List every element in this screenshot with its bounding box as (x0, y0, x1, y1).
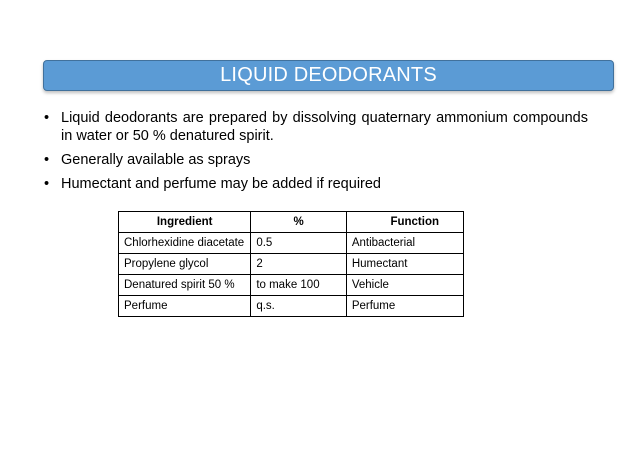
cell-function: Antibacterial (346, 233, 463, 254)
bullet-text: Liquid deodorants are prepared by dissolving quaternary ammonium compounds in water or 50 % denatured spirit. (61, 110, 588, 144)
bullet-dot-icon: • (44, 176, 50, 192)
table-row (119, 233, 464, 254)
ingredients-table (118, 211, 464, 317)
cell-percent: q.s. (251, 296, 347, 317)
cell-ingredient: Chlorhexidine diacetate (119, 233, 251, 254)
header-ingredient: Ingredient (119, 212, 251, 233)
title-banner (43, 60, 614, 91)
cell-ingredient: Propylene glycol (119, 254, 251, 275)
cell-function: Humectant (346, 254, 463, 275)
bullet-dot-icon: • (44, 110, 50, 126)
cell-percent: to make 100 (251, 275, 347, 296)
header-percent: % (251, 212, 347, 233)
table-row (119, 275, 464, 296)
bullet-text: Humectant and perfume may be added if required (61, 176, 381, 192)
cell-function: Perfume (346, 296, 463, 317)
cell-percent: 2 (251, 254, 347, 275)
slide-title: LIQUID DEODORANTS (220, 64, 437, 86)
cell-ingredient: Denatured spirit 50 % (119, 275, 251, 296)
bullet-dot-icon: • (44, 152, 50, 168)
cell-ingredient: Perfume (119, 296, 251, 317)
header-function: Function (346, 212, 463, 233)
bullet-item (44, 109, 588, 145)
table-header-row (119, 212, 464, 233)
table-row (119, 296, 464, 317)
bullet-list (44, 109, 588, 199)
bullet-item (44, 151, 588, 169)
bullet-text: Generally available as sprays (61, 152, 251, 168)
cell-function: Vehicle (346, 275, 463, 296)
bullet-item (44, 175, 588, 193)
cell-percent: 0.5 (251, 233, 347, 254)
table-row (119, 254, 464, 275)
